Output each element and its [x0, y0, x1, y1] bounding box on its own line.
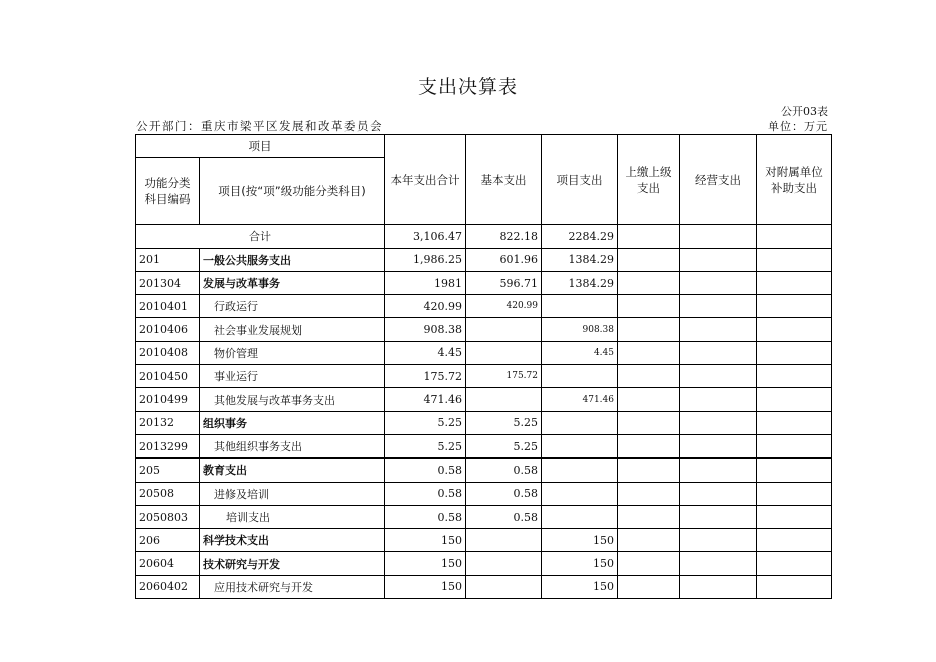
- total-total: 3,106.47: [385, 225, 466, 248]
- empty-cell: [618, 341, 680, 364]
- cell-total: 0.58: [385, 505, 466, 528]
- cell-basic: 175.72: [466, 365, 542, 388]
- empty-cell: [618, 434, 680, 458]
- cell-total: 908.38: [385, 318, 466, 341]
- total-project: 2284.29: [542, 225, 618, 248]
- empty-cell: [618, 388, 680, 411]
- table-row: [136, 482, 832, 505]
- empty-cell: [757, 248, 832, 271]
- cell-basic: 0.58: [466, 458, 542, 482]
- cell-basic: [466, 575, 542, 598]
- empty-cell: [618, 575, 680, 598]
- empty-cell: [680, 295, 757, 318]
- table-row: [136, 552, 832, 575]
- empty-cell: [757, 411, 832, 434]
- cell-name: 组织事务: [200, 411, 385, 434]
- cell-total: 4.45: [385, 341, 466, 364]
- cell-name: 一般公共服务支出: [200, 248, 385, 271]
- empty-cell: [618, 271, 680, 294]
- empty-cell: [757, 482, 832, 505]
- empty-cell: [618, 411, 680, 434]
- cell-code: 2010450: [136, 365, 200, 388]
- form-number: 公开03表: [781, 105, 828, 118]
- empty-cell: [757, 505, 832, 528]
- empty-cell: [757, 295, 832, 318]
- table-row: [136, 295, 832, 318]
- empty-cell: [757, 458, 832, 482]
- empty-cell: [618, 529, 680, 552]
- cell-total: 150: [385, 575, 466, 598]
- table-row: [136, 458, 832, 482]
- empty-cell: [680, 482, 757, 505]
- cell-basic: [466, 388, 542, 411]
- cell-project: 150: [542, 575, 618, 598]
- header-item: 项目: [136, 135, 385, 158]
- cell-code: 20132: [136, 411, 200, 434]
- cell-code: 2010401: [136, 295, 200, 318]
- cell-total: 1981: [385, 271, 466, 294]
- empty-cell: [680, 552, 757, 575]
- cell-total: 175.72: [385, 365, 466, 388]
- header-business: 经营支出: [680, 135, 757, 225]
- empty-cell: [618, 482, 680, 505]
- empty-cell: [680, 318, 757, 341]
- cell-code: 205: [136, 458, 200, 482]
- table-row: [136, 529, 832, 552]
- cell-project: 1384.29: [542, 271, 618, 294]
- table-row: [136, 575, 832, 598]
- cell-basic: 601.96: [466, 248, 542, 271]
- empty-cell: [757, 365, 832, 388]
- table-row: [136, 434, 832, 458]
- table-row: [136, 505, 832, 528]
- cell-total: 150: [385, 529, 466, 552]
- header-subsidy: 对附属单位补助支出: [757, 135, 832, 225]
- cell-code: 2010499: [136, 388, 200, 411]
- empty-cell: [618, 295, 680, 318]
- empty-cell: [680, 225, 757, 248]
- empty-cell: [757, 388, 832, 411]
- empty-cell: [680, 365, 757, 388]
- header-project: 项目支出: [542, 135, 618, 225]
- cell-code: 2050803: [136, 505, 200, 528]
- expenditure-table: [135, 134, 832, 599]
- cell-name: 发展与改革事务: [200, 271, 385, 294]
- cell-project: 150: [542, 529, 618, 552]
- empty-cell: [680, 271, 757, 294]
- table-row: [136, 248, 832, 271]
- empty-cell: [680, 341, 757, 364]
- cell-name: 其他发展与改革事务支出: [200, 388, 385, 411]
- cell-project: [542, 295, 618, 318]
- cell-code: 201304: [136, 271, 200, 294]
- cell-total: 420.99: [385, 295, 466, 318]
- empty-cell: [757, 575, 832, 598]
- cell-project: [542, 458, 618, 482]
- cell-name: 其他组织事务支出: [200, 434, 385, 458]
- empty-cell: [680, 434, 757, 458]
- header-total: 本年支出合计: [385, 135, 466, 225]
- cell-name: 技术研究与开发: [200, 552, 385, 575]
- department: 公开部门：重庆市梁平区发展和改革委员会: [136, 119, 383, 133]
- cell-basic: [466, 341, 542, 364]
- cell-basic: 0.58: [466, 505, 542, 528]
- cell-project: [542, 505, 618, 528]
- cell-name: 社会事业发展规划: [200, 318, 385, 341]
- cell-total: 1,986.25: [385, 248, 466, 271]
- cell-project: [542, 411, 618, 434]
- total-label: 合计: [136, 225, 385, 248]
- empty-cell: [757, 271, 832, 294]
- empty-cell: [618, 505, 680, 528]
- cell-code: 2060402: [136, 575, 200, 598]
- empty-cell: [757, 318, 832, 341]
- empty-cell: [618, 248, 680, 271]
- cell-total: 0.58: [385, 458, 466, 482]
- empty-cell: [680, 411, 757, 434]
- table-row: [136, 365, 832, 388]
- table-row: [136, 271, 832, 294]
- table-row: [136, 341, 832, 364]
- table-row: [136, 388, 832, 411]
- cell-project: 4.45: [542, 341, 618, 364]
- empty-cell: [618, 318, 680, 341]
- cell-project: 908.38: [542, 318, 618, 341]
- empty-cell: [680, 529, 757, 552]
- cell-basic: 5.25: [466, 411, 542, 434]
- header-upper: 上缴上级支出: [618, 135, 680, 225]
- total-row: [136, 225, 832, 248]
- header-basic: 基本支出: [466, 135, 542, 225]
- empty-cell: [757, 341, 832, 364]
- cell-code: 2013299: [136, 434, 200, 458]
- cell-basic: 596.71: [466, 271, 542, 294]
- cell-name: 科学技术支出: [200, 529, 385, 552]
- empty-cell: [680, 505, 757, 528]
- cell-project: 1384.29: [542, 248, 618, 271]
- empty-cell: [618, 365, 680, 388]
- header-name: 项目(按“项”级功能分类科目): [200, 158, 385, 225]
- cell-code: 201: [136, 248, 200, 271]
- empty-cell: [618, 225, 680, 248]
- cell-project: 471.46: [542, 388, 618, 411]
- page-title: 支出决算表: [417, 76, 518, 98]
- table-row: [136, 318, 832, 341]
- empty-cell: [680, 458, 757, 482]
- empty-cell: [680, 388, 757, 411]
- cell-code: 2010406: [136, 318, 200, 341]
- cell-basic: 5.25: [466, 434, 542, 458]
- cell-name: 物价管理: [200, 341, 385, 364]
- empty-cell: [757, 434, 832, 458]
- cell-name: 事业运行: [200, 365, 385, 388]
- cell-name: 进修及培训: [200, 482, 385, 505]
- empty-cell: [618, 458, 680, 482]
- cell-name: 教育支出: [200, 458, 385, 482]
- empty-cell: [757, 529, 832, 552]
- header-code: 功能分类科目编码: [136, 158, 200, 225]
- cell-project: [542, 434, 618, 458]
- cell-basic: [466, 529, 542, 552]
- cell-basic: 420.99: [466, 295, 542, 318]
- cell-code: 206: [136, 529, 200, 552]
- empty-cell: [757, 552, 832, 575]
- cell-project: [542, 365, 618, 388]
- cell-total: 5.25: [385, 411, 466, 434]
- cell-name: 应用技术研究与开发: [200, 575, 385, 598]
- cell-total: 0.58: [385, 482, 466, 505]
- empty-cell: [618, 552, 680, 575]
- cell-basic: [466, 318, 542, 341]
- cell-total: 471.46: [385, 388, 466, 411]
- cell-name: 行政运行: [200, 295, 385, 318]
- unit-label: 单位：万元: [768, 120, 828, 133]
- cell-total: 150: [385, 552, 466, 575]
- cell-basic: [466, 552, 542, 575]
- cell-code: 2010408: [136, 341, 200, 364]
- cell-project: 150: [542, 552, 618, 575]
- cell-name: 培训支出: [200, 505, 385, 528]
- table-row: [136, 411, 832, 434]
- empty-cell: [757, 225, 832, 248]
- cell-project: [542, 482, 618, 505]
- cell-code: 20604: [136, 552, 200, 575]
- cell-basic: 0.58: [466, 482, 542, 505]
- empty-cell: [680, 575, 757, 598]
- cell-total: 5.25: [385, 434, 466, 458]
- total-basic: 822.18: [466, 225, 542, 248]
- empty-cell: [680, 248, 757, 271]
- cell-code: 20508: [136, 482, 200, 505]
